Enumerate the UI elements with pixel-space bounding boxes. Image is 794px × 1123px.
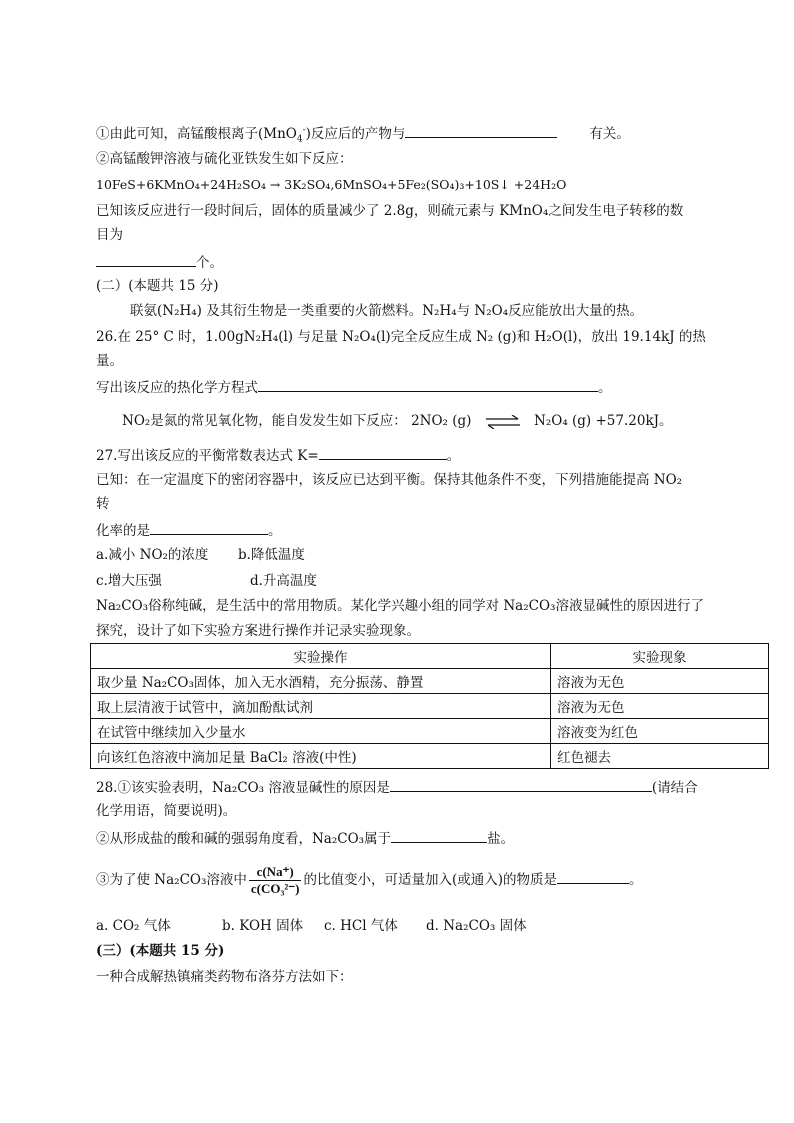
answer-blank-products[interactable] [405, 123, 557, 138]
reaction-equation: 10FeS+6KMnO₄+24H₂SO₄ → 3K₂SO₄,6MnSO₄+5Fe₂(SO₄)₃+10S↓ +24H₂O [96, 177, 567, 192]
q28-part-2: ②从形成盐的酸和碱的强弱角度看，Na₂CO₃属于 盐。 [96, 828, 514, 849]
answer-blank-added-substance[interactable] [557, 869, 629, 884]
table-header-phenomenon: 实验现象 [551, 644, 769, 669]
q1-line: ①由此可知，高锰酸根离子(MnO$_4$-)反应后的产物与 有关。 [96, 123, 630, 144]
experiment-table [90, 643, 769, 769]
known2-line-2: 转 [96, 496, 110, 512]
section-header-2: (二）(本题共 15 分) [96, 278, 219, 294]
concentration-ratio-fraction: $\frac{c(Na^+)}{\text{c(CO₃²⁻)}}$ [250, 864, 300, 896]
table-row [91, 719, 769, 744]
na2co3-line-2: 探究，设计了如下实验方案进行操作并记录实验现象。 [96, 623, 420, 639]
table-row [91, 694, 769, 719]
table-cell: 溶液为无色 [551, 694, 769, 719]
known-line-1: 已知该反应进行一段时间后，固体的质量减少了 2.8g，则硫元素与 KMnO₄之间发生电子转移的数 [96, 203, 684, 219]
q28-line-2: 化学用语，简要说明)。 [96, 803, 237, 819]
table-header-operation: 实验操作 [91, 644, 551, 669]
table-cell: 溶液变为红色 [551, 719, 769, 744]
answer-blank-salt-type[interactable] [391, 828, 487, 843]
table-cell: 取上层清液于试管中，滴加酚酞试剂 [91, 694, 551, 719]
option-c: c.增大压强 [96, 573, 162, 589]
table-cell: 溶液为无色 [551, 669, 769, 694]
q27-line: 27.写出该反应的平衡常数表达式 K= 。 [96, 445, 460, 466]
q28-option-b: b. KOH 固体 [222, 918, 304, 934]
known2-line-3: 化率的是 。 [96, 520, 282, 541]
option-a: a.减小 NO₂的浓度 [96, 547, 209, 563]
known2-line-1: 已知：在一定温度下的密闭容器中，该反应已达到平衡。保持其他条件不变，下列措施能提高 NO₂ [96, 472, 683, 488]
q28-line-1: 28.①该实验表明，Na₂CO₃ 溶液显碱性的原因是 (请结合 [96, 777, 698, 798]
table-cell: 在试管中继续加入少量水 [91, 719, 551, 744]
section-header-3: (三）(本题共 15 分) [96, 943, 225, 959]
q28-option-d: d. Na₂CO₃ 固体 [426, 918, 527, 934]
hydrazine-intro: 联氨(N₂H₄) 及其衍生物是一类重要的火箭燃料。N₂H₄与 N₂O₄反应能放出大量的热。 [130, 303, 644, 319]
equilibrium-arrow-icon [484, 415, 522, 429]
q2-text: ②高锰酸钾溶液与硫化亚铁发生如下反应： [96, 151, 353, 167]
q28-part-3: ③为了使 Na₂CO₃溶液中 $\frac{c(Na^+)}{\text{c(CO₃²⁻)}}$ 的比值变小，可适量加入(或通入)的物质是 。 [96, 864, 643, 896]
no2-equilibrium: NO₂是氮的常见氧化物，能自发发生如下反应： 2NO₂ (g) N₂O₄ (g) +57.20kJ。 [122, 413, 673, 429]
table-header-row [91, 644, 769, 669]
q28-option-c: c. HCl 气体 [324, 918, 398, 934]
ibuprofen-intro: 一种合成解热镇痛类药物布洛芬方法如下： [96, 969, 353, 985]
table-cell: 取少量 Na₂CO₃固体，加入无水酒精，充分振荡、静置 [91, 669, 551, 694]
q28-option-a: a. CO₂ 气体 [96, 918, 171, 934]
table-cell: 向该红色溶液中滴加足量 BaCl₂ 溶液(中性) [91, 744, 551, 769]
answer-blank-electron-count[interactable] [96, 252, 196, 267]
q26-line-1: 26.在 25° C 时，1.00gN₂H₄(l) 与足量 N₂O₄(l)完全反应生成 N₂ (g)和 H₂O(l)，放出 19.14kJ 的热 [96, 329, 706, 345]
answer-blank-equilibrium-constant[interactable] [319, 445, 447, 460]
answer-blank-alkalinity-reason[interactable] [390, 777, 652, 792]
q26-line-2: 量。 [96, 353, 123, 369]
answer-blank-conversion[interactable] [150, 520, 268, 535]
option-d: d.升高温度 [250, 573, 317, 589]
na2co3-line-1: Na₂CO₃俗称纯碱，是生活中的常用物质。某化学兴趣小组的同学对 Na₂CO₃溶液显碱性的原因进行了 [96, 598, 704, 614]
option-b: b.降低温度 [238, 547, 305, 563]
table-cell: 红色褪去 [551, 744, 769, 769]
q26-ask: 写出该反应的热化学方程式 。 [96, 377, 612, 398]
electron-count-line: 个。 [96, 252, 223, 273]
answer-blank-thermo-equation[interactable] [258, 377, 598, 392]
known-line-2: 目为 [96, 227, 123, 243]
table-row [91, 744, 769, 769]
table-row [91, 669, 769, 694]
